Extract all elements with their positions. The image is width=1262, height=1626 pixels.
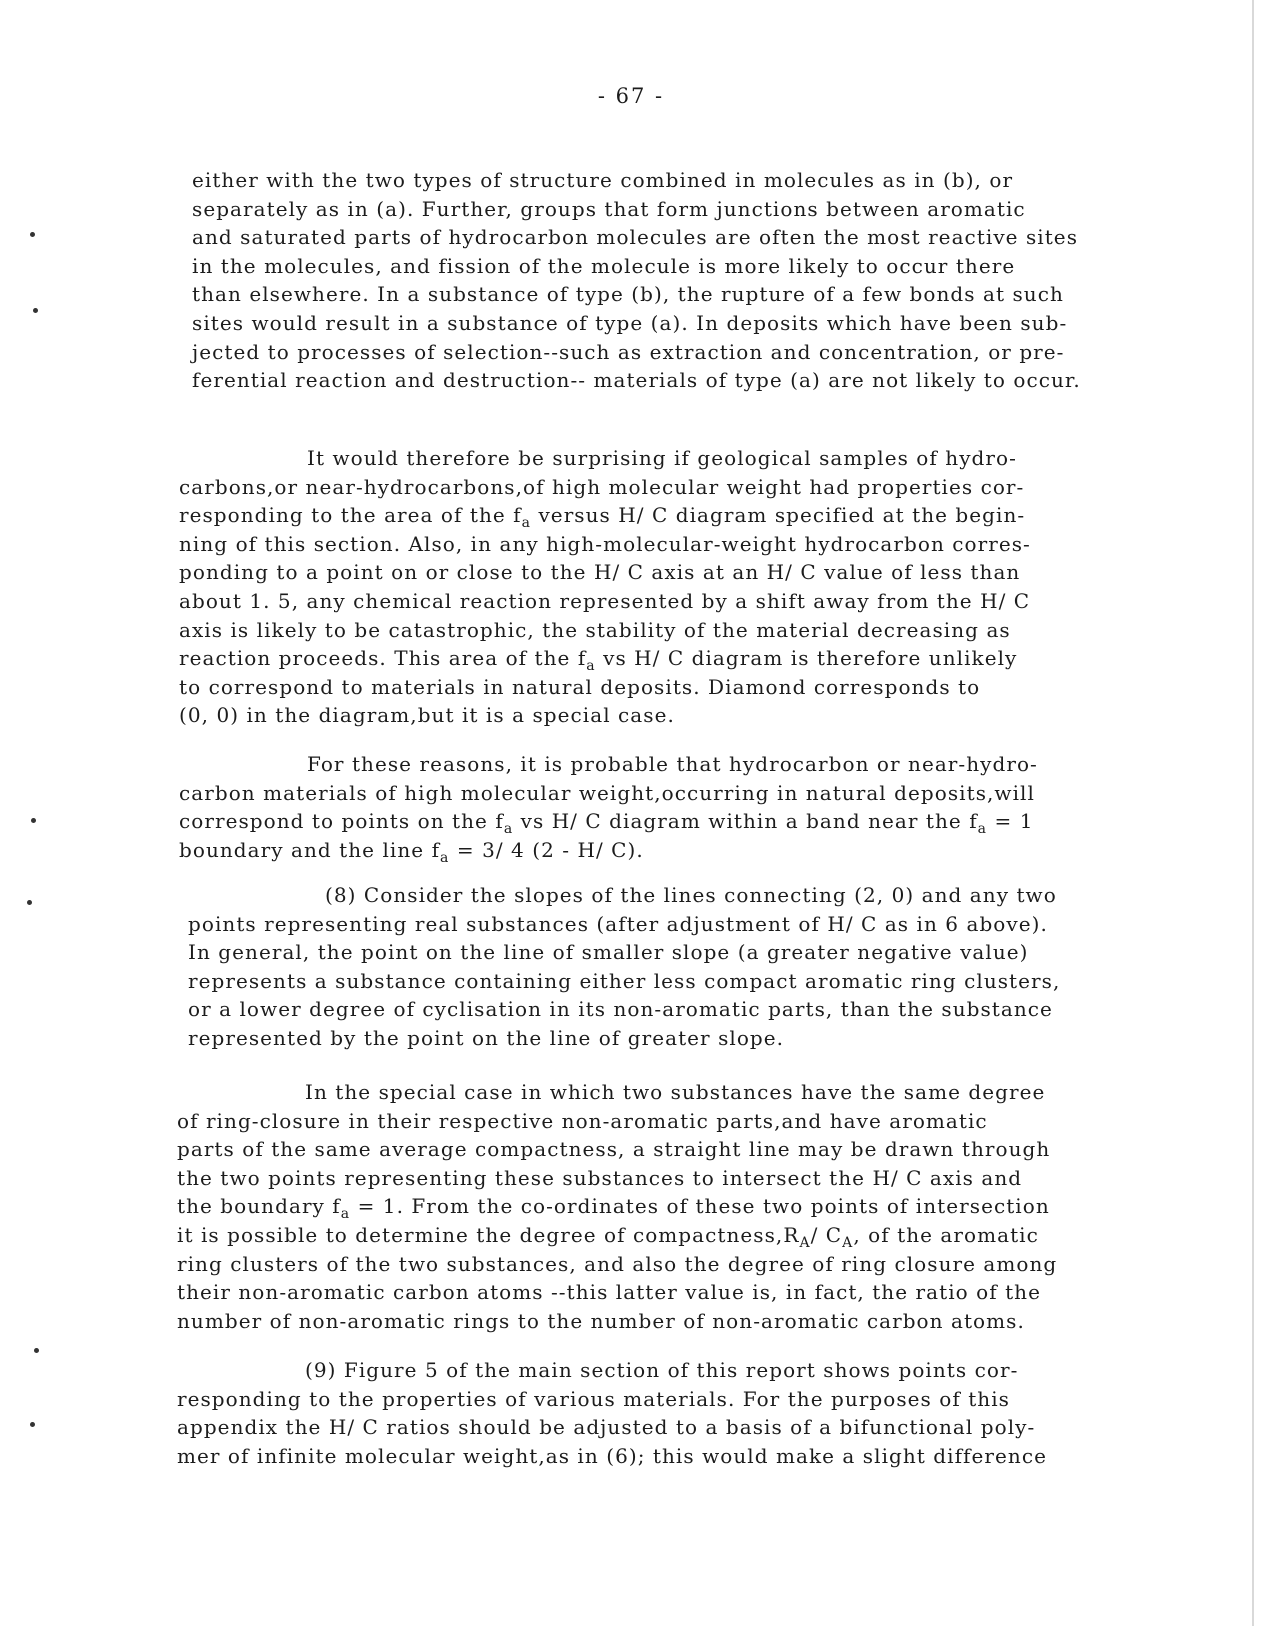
text-line: boundary and the line $f_a = 3/$ 4 (2 - H/ C). xyxy=(179,837,644,866)
text-line: reaction proceeds. This area of the $f_a$ vs H/ C diagram is therefore unlikely xyxy=(179,646,1018,675)
text-line: parts of the same average compactness, a straight line may be drawn through xyxy=(177,1137,1051,1162)
page-number: - 67 - xyxy=(597,84,665,108)
text-line: It would therefore be surprising if geological samples of hydro- xyxy=(307,446,1017,470)
text-line: separately as in (a). Further, groups that form junctions between aromatic xyxy=(192,196,1026,221)
margin-dot xyxy=(33,308,38,313)
paragraph-5 xyxy=(177,1078,1057,1335)
text-line: their non-aromatic carbon atoms --this latter value is, in fact, the ratio of the xyxy=(177,1280,1042,1305)
text-line: it is possible to determine the degree of $compactness,R_A/$ $C_A$, of the aromatic xyxy=(177,1222,1039,1251)
text-line: For these reasons, it is probable that hydrocarbon or near-hydro- xyxy=(307,752,1038,776)
text-line: sites would result in a substance of type (a). In deposits which have been sub- xyxy=(192,310,1068,335)
text-line: represents a substance containing either less compact aromatic ring clusters, xyxy=(188,968,1061,993)
paragraph-6 xyxy=(177,1356,1047,1470)
text-line: in the molecules, and fission of the molecule is more likely to occur there xyxy=(192,253,1016,278)
text-line: jected to processes of selection--such as extraction and concentration, or pre- xyxy=(192,339,1065,364)
margin-dot xyxy=(30,1422,35,1427)
text-line: number of non-aromatic rings to the number of non-aromatic carbon atoms. xyxy=(177,1308,1025,1333)
text-line: ponding to a point on or close to the H/ C axis at an H/ C value of less than xyxy=(179,560,1021,585)
text-line: (9) Figure 5 of the main section of this report shows points cor- xyxy=(305,1358,1019,1382)
text-line: ning of this section. Also, in any high-molecular-weight hydrocarbon corres- xyxy=(179,531,1031,556)
scan-edge-line xyxy=(1252,0,1254,1626)
margin-dot xyxy=(34,1348,39,1353)
text-line: than elsewhere. In a substance of type (b), the rupture of a few bonds at such xyxy=(192,282,1064,307)
margin-dot xyxy=(31,818,36,823)
text-line: appendix the H/ C ratios should be adjusted to a basis of a bifunctional poly- xyxy=(177,1415,1036,1440)
text-line: axis is likely to be catastrophic, the stability of the material decreasing as xyxy=(179,617,1011,642)
text-line: the two points representing these substances to intersect the H/ C axis and xyxy=(177,1165,1023,1190)
paragraph-3 xyxy=(179,750,1038,864)
text-line: (0, 0) in the diagram,but it is a special case. xyxy=(179,703,675,728)
text-line: to correspond to materials in natural deposits. Diamond corresponds to xyxy=(179,674,981,699)
text-line: and saturated parts of hydrocarbon molecules are often the most reactive sites xyxy=(192,225,1079,250)
text-line: the boundary $f_a = 1$. From the co-ordinates of these two points of intersection xyxy=(177,1194,1050,1223)
text-line: carbons,or near-hydrocarbons,of high molecular weight had properties cor- xyxy=(179,474,1025,499)
text-line: In the special case in which two substances have the same degree xyxy=(305,1080,1046,1104)
paragraph-4 xyxy=(188,881,1060,1053)
text-line: (8) Consider the slopes of the lines connecting (2, 0) and any two xyxy=(325,883,1057,907)
text-line: In general, the point on the line of smaller slope (a greater negative value) xyxy=(188,940,1029,965)
text-line: represented by the point on the line of greater slope. xyxy=(188,1025,785,1050)
text-line: carbon materials of high molecular weight,occurring in natural deposits,will xyxy=(179,780,1035,805)
margin-dot xyxy=(30,232,35,237)
text-line: of ring-closure in their respective non-aromatic parts,and have aromatic xyxy=(177,1108,988,1133)
text-line: either with the two types of structure combined in molecules as in (b), or xyxy=(192,168,1014,192)
text-line: ferential reaction and destruction-- materials of type (a) are not likely to occur. xyxy=(192,368,1081,393)
text-line: points representing real substances (after adjustment of H/ C as in 6 above). xyxy=(188,911,1048,936)
paragraph-1 xyxy=(192,166,1081,395)
margin-dot xyxy=(27,900,32,905)
text-line: correspond to points on the $f_a$ vs H/ C diagram within a band near the $f_a = 1$ xyxy=(179,809,1034,838)
text-line: responding to the properties of various materials. For the purposes of this xyxy=(177,1386,1010,1411)
text-line: ring clusters of the two substances, and also the degree of ring closure among xyxy=(177,1251,1058,1276)
text-line: responding to the area of the $f_a$ versus H/ C diagram specified at the begin- xyxy=(179,503,1026,532)
text-line: about 1. 5, any chemical reaction represented by a shift away from the H/ C xyxy=(179,588,1031,613)
text-line: mer of infinite molecular weight,as in (6); this would make a slight difference xyxy=(177,1443,1047,1468)
paragraph-2 xyxy=(179,444,1031,730)
text-line: or a lower degree of cyclisation in its non-aromatic parts, than the substance xyxy=(188,997,1053,1022)
